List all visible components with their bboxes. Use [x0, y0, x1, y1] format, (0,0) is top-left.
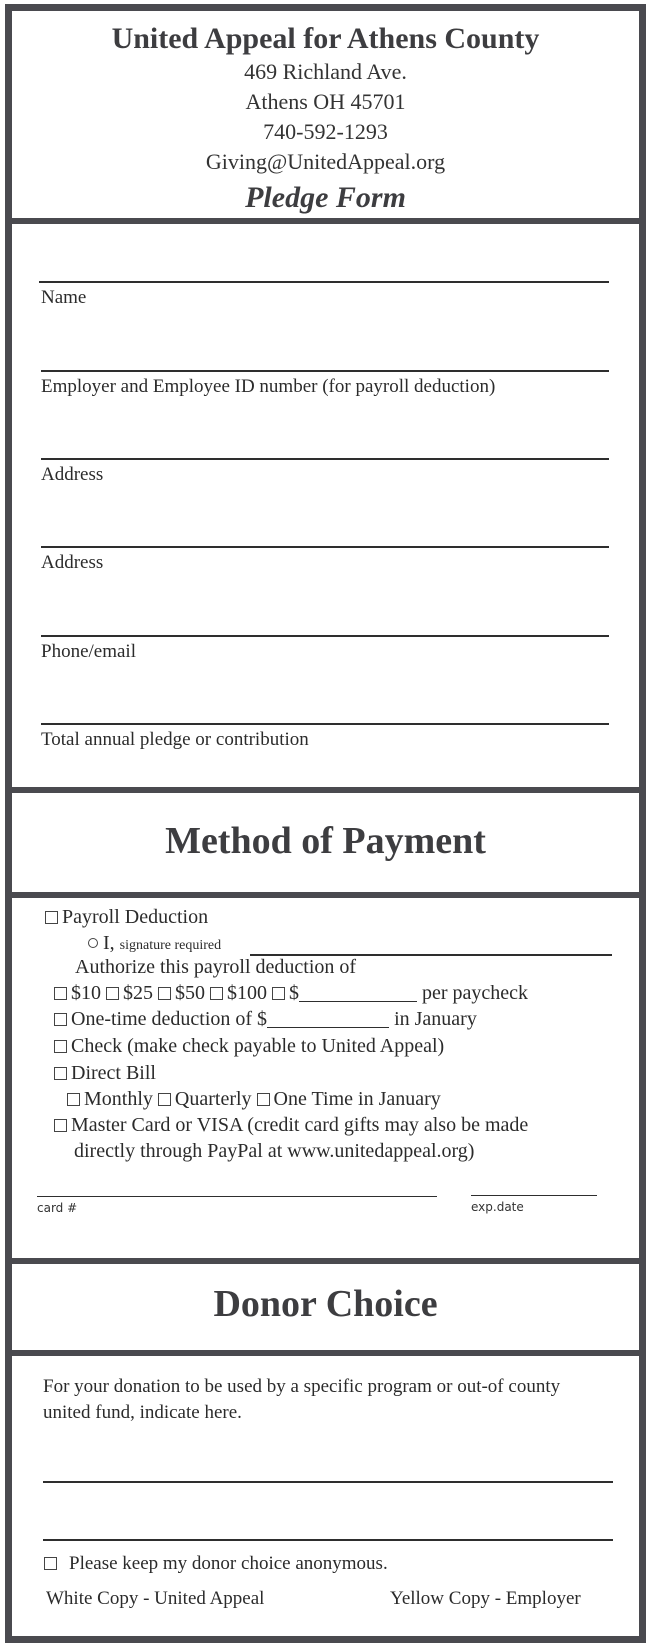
card-number-label: card # — [37, 1201, 78, 1215]
address-1-input-line[interactable] — [41, 458, 609, 460]
amount-other-checkbox[interactable] — [272, 987, 285, 1000]
amount-25-label: $25 — [123, 982, 153, 1004]
name-label: Name — [41, 287, 87, 308]
amount-50-label: $50 — [175, 982, 205, 1004]
donor-info-section — [12, 224, 639, 787]
payroll-deduction-label: Payroll Deduction — [62, 906, 209, 928]
phone-email-label: Phone/email — [41, 641, 136, 662]
credit-card-label: Master Card or VISA (credit card gifts may also be made — [71, 1114, 529, 1136]
one-time-january-label: One Time in January — [273, 1088, 441, 1110]
donor-choice-heading: Donor Choice — [213, 1283, 438, 1325]
address-1-label: Address — [41, 464, 104, 485]
exp-date-label: exp.date — [471, 1200, 524, 1214]
donor-choice-input-line-2[interactable] — [43, 1539, 613, 1541]
check-checkbox[interactable] — [54, 1040, 67, 1053]
authorize-text: Authorize this payroll deduction of — [75, 956, 357, 978]
one-time-suffix-label: in January — [394, 1008, 477, 1030]
address-2-label: Address — [41, 552, 104, 573]
payroll-deduction-checkbox[interactable] — [45, 911, 58, 924]
signature-note: signature required — [119, 938, 222, 953]
form-title: Pledge Form — [245, 181, 406, 214]
city-state-zip: Athens OH 45701 — [245, 89, 406, 114]
donor-choice-section — [12, 1356, 639, 1636]
one-time-deduction-option — [54, 1008, 477, 1031]
payroll-amount-row — [54, 982, 528, 1005]
quarterly-checkbox[interactable] — [158, 1093, 171, 1106]
check-label: Check (make check payable to United Appeal) — [71, 1035, 445, 1057]
bill-frequency-row — [67, 1088, 441, 1111]
name-input-line[interactable] — [39, 281, 609, 283]
direct-bill-option[interactable] — [54, 1062, 156, 1085]
amount-other-input-line[interactable] — [299, 983, 417, 1002]
quarterly-label: Quarterly — [174, 1088, 252, 1110]
signature-radio-icon — [88, 938, 98, 948]
payment-options-section — [12, 898, 639, 1258]
total-pledge-input-line[interactable] — [41, 723, 609, 725]
one-time-january-checkbox[interactable] — [257, 1093, 270, 1106]
credit-card-note: directly through PayPal at www.unitedappeal.org) — [74, 1140, 475, 1162]
credit-card-option[interactable] — [54, 1114, 528, 1137]
white-copy-label: White Copy - United Appeal — [46, 1588, 265, 1609]
anonymous-checkbox[interactable] — [44, 1557, 57, 1570]
street-address: 469 Richland Ave. — [244, 59, 407, 84]
donor-choice-instructions: For your donation to be used by a specific program or out-of county united fund, indicate here. — [43, 1376, 561, 1423]
address-2-input-line[interactable] — [41, 546, 609, 548]
donor-choice-heading-section — [12, 1264, 639, 1350]
employer-label: Employer and Employee ID number (for payroll deduction) — [41, 376, 496, 397]
total-pledge-label: Total annual pledge or contribution — [41, 729, 309, 750]
card-number-input-line[interactable] — [37, 1196, 437, 1197]
exp-date-input-line[interactable] — [471, 1195, 597, 1196]
amount-100-label: $100 — [227, 982, 267, 1004]
credit-card-checkbox[interactable] — [54, 1119, 67, 1132]
amount-other-label: $ — [289, 982, 299, 1004]
signature-prefix: I, — [103, 932, 115, 954]
phone-email-input-line[interactable] — [41, 635, 609, 637]
amount-10-checkbox[interactable] — [54, 987, 67, 1000]
amount-25-checkbox[interactable] — [106, 987, 119, 1000]
employer-input-line[interactable] — [41, 370, 609, 372]
one-time-amount-input-line[interactable] — [267, 1009, 389, 1028]
organization-name: United Appeal for Athens County — [111, 22, 540, 55]
direct-bill-label: Direct Bill — [71, 1062, 156, 1084]
payment-heading: Method of Payment — [165, 820, 486, 862]
signature-row — [88, 932, 221, 955]
one-time-deduction-checkbox[interactable] — [54, 1013, 67, 1026]
per-paycheck-label: per paycheck — [422, 982, 529, 1004]
direct-bill-checkbox[interactable] — [54, 1067, 67, 1080]
check-option[interactable] — [54, 1035, 444, 1058]
monthly-label: Monthly — [84, 1088, 153, 1110]
pledge-form — [5, 4, 646, 1643]
one-time-deduction-label: One-time deduction of $ — [71, 1008, 268, 1030]
phone-number: 740-592-1293 — [263, 119, 388, 144]
yellow-copy-label: Yellow Copy - Employer — [390, 1588, 581, 1609]
monthly-checkbox[interactable] — [67, 1093, 80, 1106]
amount-10-label: $10 — [71, 982, 101, 1004]
payroll-deduction-option[interactable] — [45, 906, 208, 929]
payment-heading-section — [12, 793, 639, 892]
email-address: Giving@UnitedAppeal.org — [205, 149, 446, 174]
anonymous-option[interactable] — [44, 1553, 388, 1575]
donor-choice-input-line-1[interactable] — [43, 1481, 613, 1483]
form-header — [12, 11, 639, 218]
amount-50-checkbox[interactable] — [158, 987, 171, 1000]
anonymous-label: Please keep my donor choice anonymous. — [69, 1553, 388, 1574]
amount-100-checkbox[interactable] — [210, 987, 223, 1000]
